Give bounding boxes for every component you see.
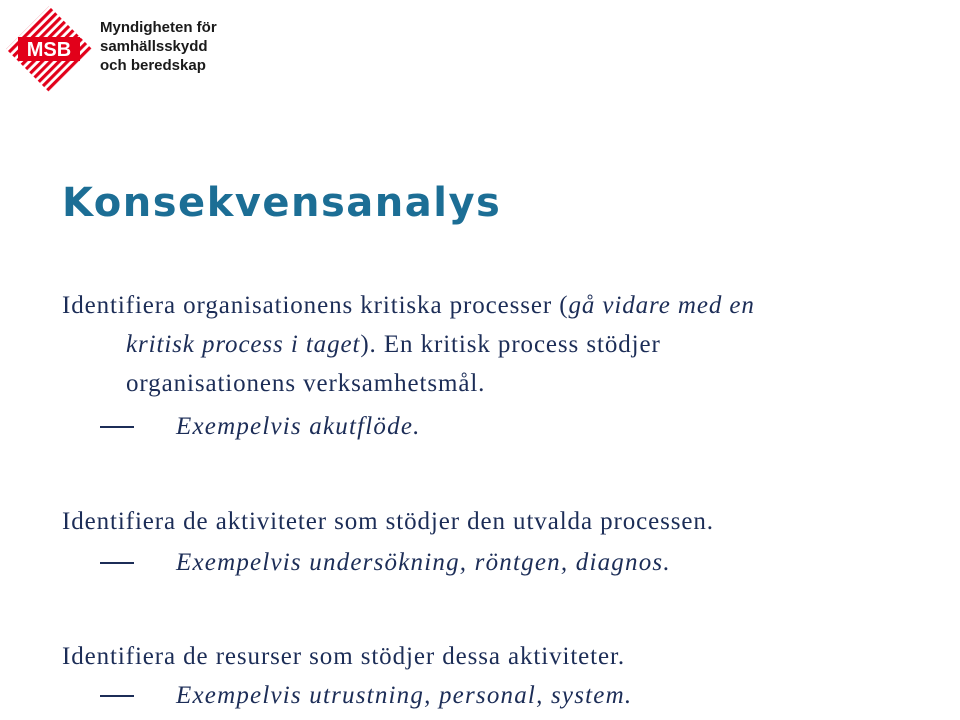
- msb-logo: [4, 4, 234, 94]
- bullet-1-line-3: organisationens verksamhetsmål.: [126, 370, 486, 397]
- bullet-3-sub-text: Exempelvis utrustning, personal, system.: [176, 682, 633, 709]
- bullet-1-italic-1: gå vidare med en: [568, 292, 755, 319]
- bullet-1-text-end: ). En kritisk process stödjer: [360, 331, 661, 358]
- dash-icon: [100, 695, 134, 697]
- bullet-2-sub-text: Exempelvis undersökning, röntgen, diagnos.: [176, 549, 671, 576]
- logo-mark-text: MSB: [26, 39, 72, 61]
- bullet-1-text-start: Identifiera organisationens kritiska processer (: [62, 292, 569, 319]
- logo-line-2: samhällsskydd: [100, 38, 208, 55]
- logo-line-3: och beredskap: [100, 57, 206, 74]
- logo-wordmark: [100, 18, 217, 75]
- bullet-2-sub: [100, 549, 671, 577]
- slide-title: Konsekvensanalys: [62, 180, 502, 226]
- bullet-3: [62, 637, 625, 676]
- bullet-3-text: Identifiera de resurser som stödjer dessa aktiviteter.: [62, 643, 626, 670]
- bullet-2: [62, 502, 714, 541]
- bullet-1-sub-text: Exempelvis akutflöde.: [176, 413, 421, 440]
- bullet-1-sub: [100, 413, 421, 441]
- bullet-1: [62, 286, 755, 403]
- dash-icon: [100, 426, 134, 428]
- dash-icon: [100, 562, 134, 564]
- msb-logo-icon: [4, 4, 94, 94]
- bullet-3-sub: [100, 682, 632, 710]
- logo-line-1: Myndigheten för: [100, 19, 217, 36]
- bullet-2-text: Identifiera de aktiviteter som stödjer den utvalda processen.: [62, 508, 714, 535]
- bullet-1-line-2: [62, 325, 755, 364]
- bullet-1-line-1: [62, 286, 755, 325]
- bullet-1-italic-2: kritisk process i taget: [126, 331, 361, 358]
